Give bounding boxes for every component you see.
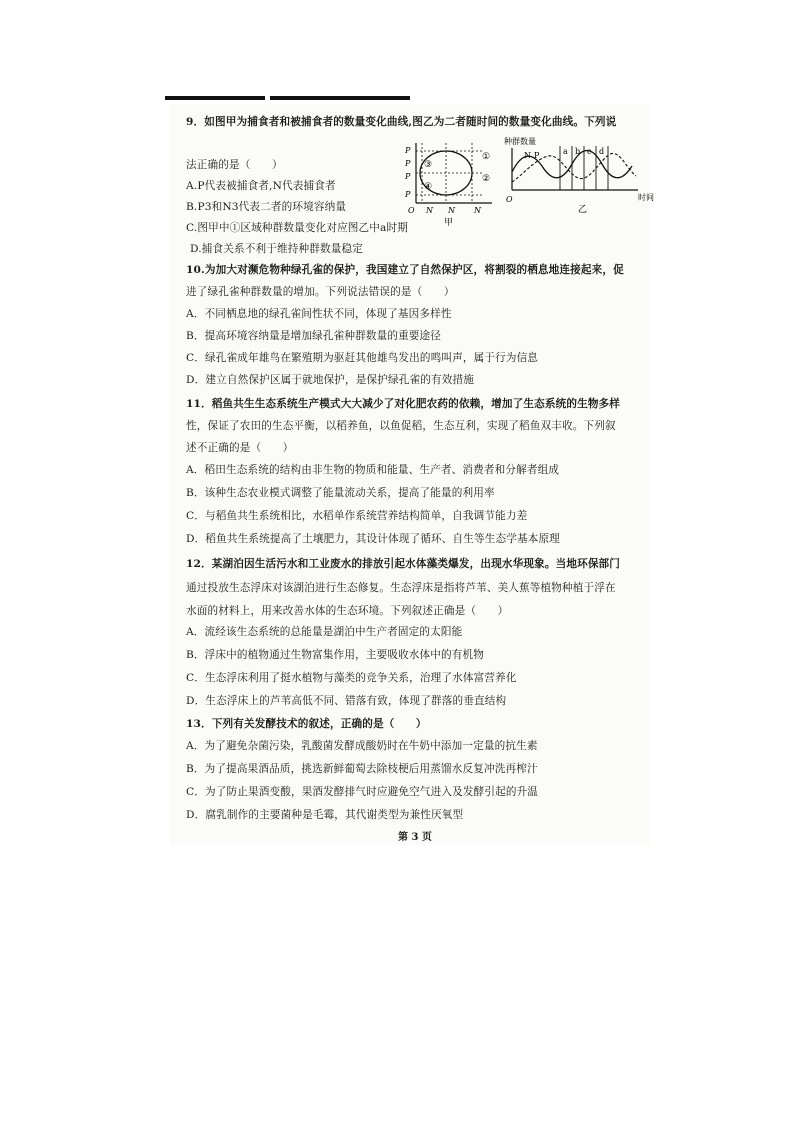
jia-region-3: ③: [424, 160, 433, 170]
jia-region-1: ①: [482, 152, 491, 162]
yi-caption: 乙: [578, 205, 588, 214]
q11-stem-line1: 11．稻鱼共生生态系统生产模式大大减少了对化肥农药的依赖，增加了生态系统的生物多样: [186, 398, 621, 410]
jia-caption: 甲: [444, 218, 454, 227]
q10-option-d: D．建立自然保护区属于就地保护，是保护绿孔雀的有效措施: [186, 374, 474, 386]
q11-option-c: C．与稻鱼共生系统相比，水稻单作系统营养结构简单，自我调节能力差: [186, 510, 528, 522]
figure-jia: [404, 139, 496, 227]
q9-stem-line2: 法正确的是（ ）: [186, 159, 283, 171]
yi-period-a: a: [563, 147, 568, 156]
jia-region-2: ②: [482, 174, 491, 184]
yi-period-c: c: [587, 147, 592, 156]
yi-period-b: b: [575, 147, 581, 156]
jia-region-4: ④: [424, 182, 433, 192]
q12-option-b: B．浮床中的植物通过生物富集作用，主要吸收水体中的有机物: [186, 649, 485, 661]
q12-option-c: C．生态浮床利用了挺水植物与藻类的竞争关系，治理了水体富营养化: [186, 672, 517, 684]
yi-series-n: N: [524, 151, 531, 160]
jia-origin: O: [408, 206, 415, 215]
yi-xlabel: 时间: [638, 193, 654, 202]
q13-option-b: B．为了提高果酒品质，挑选新鲜葡萄去除枝梗后用蒸馏水反复冲洗再榨汁: [186, 763, 538, 775]
jia-ylabel-3: P: [405, 172, 411, 181]
header-rule-right: [270, 96, 410, 100]
q13-stem-line1: 13．下列有关发酵技术的叙述，正确的是（ ）: [186, 718, 427, 730]
q11-option-d: D．稻鱼共生系统提高了土壤肥力，其设计体现了循环、自生等生态学基本原理: [186, 533, 560, 545]
q11-option-a: A．稻田生态系统的结构由非生物的物质和能量、生产者、消费者和分解者组成: [186, 464, 560, 476]
q13-option-d: D．腐乳制作的主要菌种是毛霉，其代谢类型为兼性厌氧型: [186, 809, 464, 821]
q13-option-c: C．为了防止果酒变酸，果酒发酵排气时应避免空气进入及发酵引起的升温: [186, 786, 539, 798]
figure-yi: [500, 132, 660, 214]
q9-stem-line1: 9．如图甲为捕食者和被捕食者的数量变化曲线,图乙为二者随时间的数量变化曲线。下列说: [186, 116, 617, 128]
q9-option-a: A.P代表被捕食者,N代表捕食者: [186, 180, 336, 192]
q12-stem-line1: 12．某湖泊因生活污水和工业废水的排放引起水体藻类爆发，出现水华现象。当地环保部门: [186, 558, 621, 570]
yi-period-d: d: [599, 147, 605, 156]
yi-series-p: P: [534, 151, 540, 160]
q10-option-b: B．提高环境容纳量是增加绿孔雀种群数量的重要途径: [186, 330, 442, 342]
q11-option-b: B．该种生态农业模式调整了能量流动关系，提高了能量的利用率: [186, 487, 495, 499]
q9-option-b: B.P3和N3代表二者的环境容纳量: [186, 201, 347, 213]
jia-ylabel-1: P: [405, 146, 411, 155]
jia-ylabel-4: P: [405, 190, 411, 199]
q10-stem-line1: 10.为加大对濒危物种绿孔雀的保护，我国建立了自然保护区，将割裂的栖息地连接起来，促: [186, 264, 624, 276]
q12-option-a: A．流经该生态系统的总能量是湖泊中生产者固定的太阳能: [186, 626, 463, 638]
q9-option-c: C.图甲中①区域种群数量变化对应图乙中a时期: [186, 222, 408, 234]
q12-stem-line2: 通过投放生态浮床对该湖泊进行生态修复。生态浮床是指将芦苇、美人蕉等植物种植于浮在: [186, 582, 616, 594]
jia-xlabel-1: N: [426, 206, 433, 215]
q10-option-a: A．不同栖息地的绿孔雀间性状不同，体现了基因多样性: [186, 308, 452, 320]
q10-stem-line2: 进了绿孔雀种群数量的增加。下列说法错误的是（ ）: [186, 286, 455, 298]
header-rule-left: [165, 96, 265, 100]
yi-origin: O: [506, 195, 513, 204]
page-number: 第 3 页: [398, 832, 432, 843]
q11-stem-line2: 性，保证了农田的生态平衡，以稻养鱼，以鱼促稻，生态互利，实现了稻鱼双丰收。下列叙: [186, 420, 616, 432]
q12-option-d: D．生态浮床上的芦苇高低不同、错落有致，体现了群落的垂直结构: [186, 695, 507, 707]
jia-xlabel-2: N: [448, 206, 455, 215]
jia-ylabel-2: P: [405, 159, 411, 168]
q9-option-d: D.捕食关系不利于维持种群数量稳定: [190, 243, 363, 255]
q13-option-a: A．为了避免杂菌污染，乳酸菌发酵成酸奶时在牛奶中添加一定量的抗生素: [186, 740, 538, 752]
q12-stem-line3: 水面的材料上，用来改善水体的生态环境。下列叙述正确是（ ）: [186, 605, 509, 617]
q11-stem-line3: 述不正确的是（ ）: [186, 442, 294, 454]
yi-ylabel: 种群数量: [504, 137, 536, 146]
q10-option-c: C．绿孔雀成年雄鸟在繁殖期为驱赶其他雄鸟发出的鸣叫声，属于行为信息: [186, 352, 539, 364]
jia-xlabel-3: N: [474, 206, 481, 215]
